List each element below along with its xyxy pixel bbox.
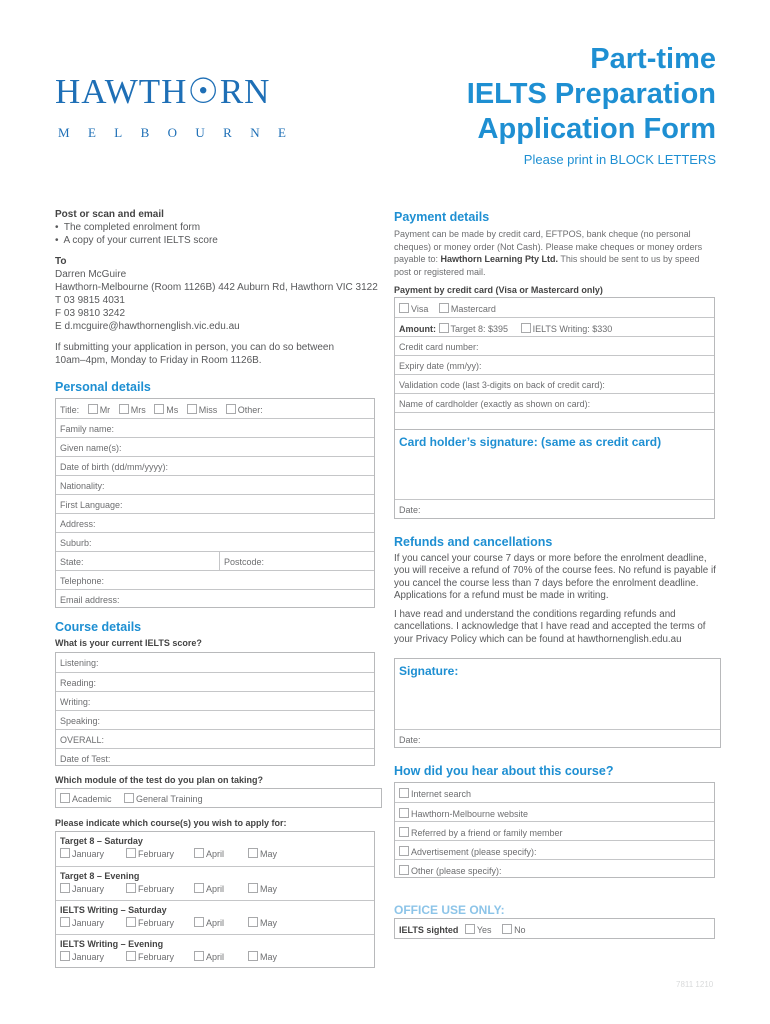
month-checkbox[interactable] [60, 883, 70, 893]
month-checkbox[interactable] [194, 848, 204, 858]
first-language-field[interactable]: First Language: [56, 494, 374, 513]
page-subtitle: Please print in BLOCK LETTERS [523, 152, 716, 167]
title-miss-checkbox[interactable] [187, 404, 197, 414]
personal-details-box [55, 398, 375, 608]
office-use-box: IELTS sighted Yes No [394, 918, 715, 939]
hear-option-advertisement[interactable]: Advertisement (please specify): [395, 840, 714, 859]
nationality-field[interactable]: Nationality: [56, 475, 374, 494]
credit-card-heading: Payment by credit card (Visa or Mastercard only) [394, 285, 603, 295]
hear-heading: How did you hear about this course? [394, 764, 614, 778]
module-box: Academic General Training [55, 788, 382, 808]
state-field[interactable]: State: [56, 551, 220, 570]
ielts-score-box [55, 652, 375, 766]
refunds-text: If you cancel your course 7 days or more before the enrolment deadline, you will receive a refund of 70% of the course fees. No refund is payable if you cancel the course less than 7 days before the enrolment deadline. Applications for a refund must be made in writing. [394, 553, 716, 601]
submission-info: Post or scan and email • The completed enrolment form • A copy of your current IELTS score To Darren McGuire Hawthorn-Melbourne (Room 1126B) 442 Auburn Rd, Hawthorn VIC 3122 T 03 9815 4031 F 03 9810 3242 E d.mcguire@hawthornenglish.vic.edu.au If submitting your application in person, you can do so between 10am–4pm, Monday to Friday in Room 1126B. [55, 209, 378, 366]
applicant-signature-date[interactable]: Date: [395, 729, 720, 748]
target8-amount-checkbox[interactable] [439, 323, 449, 333]
hear-options-box [394, 782, 715, 878]
given-name-field[interactable]: Given name(s): [56, 437, 374, 456]
terms-acknowledgement: I have read and understand the conditions regarding refunds and cancellations. I acknowledge that I have read and accepted the terms of your Privacy Policy which can be found at hawthornenglish.edu.au [394, 609, 706, 645]
month-checkbox[interactable] [248, 848, 258, 858]
reading-field[interactable]: Reading: [56, 672, 374, 691]
hear-option-other[interactable]: Other (please specify): [395, 859, 714, 878]
postcode-field[interactable]: Postcode: [220, 551, 374, 570]
checkbox[interactable] [399, 808, 409, 818]
checkbox[interactable] [399, 846, 409, 856]
title-ms-checkbox[interactable] [154, 404, 164, 414]
applicant-signature-box[interactable] [394, 658, 721, 748]
cardholder-signature-label: Card holder’s signature: (same as credit card) [399, 435, 662, 449]
amount-row: Amount: Target 8: $395 IELTS Writing: $330 [395, 317, 714, 336]
courses-box [55, 831, 375, 968]
date-of-test-field[interactable]: Date of Test: [56, 748, 374, 766]
month-checkbox[interactable] [248, 951, 258, 961]
module-academic-checkbox[interactable] [60, 793, 70, 803]
speaking-field[interactable]: Speaking: [56, 710, 374, 729]
visa-checkbox[interactable] [399, 303, 409, 313]
cardholder-signature-box[interactable] [394, 430, 715, 519]
date-of-birth-field[interactable]: Date of birth (dd/mm/yyyy): [56, 456, 374, 475]
validation-code-field[interactable]: Validation code (last 3-digits on back of credit card): [395, 374, 714, 393]
title-row: Title: Mr Mrs Ms Miss Other: [60, 405, 263, 415]
month-checkbox[interactable] [126, 917, 136, 927]
title-mr-checkbox[interactable] [88, 404, 98, 414]
month-checkbox[interactable] [60, 951, 70, 961]
office-use-heading: OFFICE USE ONLY: [394, 903, 505, 917]
module-question: Which module of the test do you plan on taking? [55, 775, 263, 785]
month-checkbox[interactable] [126, 883, 136, 893]
hear-option-internet[interactable]: Internet search [395, 783, 714, 802]
checkbox[interactable] [399, 865, 409, 875]
month-checkbox[interactable] [248, 883, 258, 893]
payment-heading: Payment details [394, 210, 490, 224]
month-checkbox[interactable] [194, 917, 204, 927]
payment-text: Payment can be made by credit card, EFTPOS, bank cheque (no personal cheques) or money order (Not Cash). Please make cheques or money orders payable to: Hawthorn Learning Pty Ltd. This should be sent to us by speed post or registered mail. [394, 229, 703, 277]
checkbox[interactable] [399, 827, 409, 837]
card-number-field[interactable]: Credit card number: [395, 336, 714, 355]
month-checkbox[interactable] [126, 848, 136, 858]
cardholder-name-field[interactable]: Name of cardholder (exactly as shown on card): [395, 393, 714, 412]
card-type-row: Visa Mastercard [395, 298, 714, 317]
month-checkbox[interactable] [194, 883, 204, 893]
sighted-no-checkbox[interactable] [502, 924, 512, 934]
expiry-date-field[interactable]: Expiry date (mm/yy): [395, 355, 714, 374]
hear-option-website[interactable]: Hawthorn-Melbourne website [395, 802, 714, 821]
credit-card-box [394, 297, 715, 430]
cardholder-signature-date[interactable]: Date: [395, 499, 714, 518]
mastercard-checkbox[interactable] [439, 303, 449, 313]
courses-question: Please indicate which course(s) you wish to apply for: [55, 818, 287, 828]
suburb-field[interactable]: Suburb: [56, 532, 374, 551]
telephone-field[interactable]: Telephone: [56, 570, 374, 589]
checkbox[interactable] [399, 788, 409, 798]
month-checkbox[interactable] [194, 951, 204, 961]
month-checkbox[interactable] [60, 917, 70, 927]
applicant-signature-label: Signature: [399, 664, 459, 678]
logo-wordmark: HAWTH☉RN [55, 72, 271, 111]
course-details-heading: Course details [55, 620, 142, 634]
course-group: IELTS Writing – Saturday January February April May [56, 900, 374, 934]
writing-field[interactable]: Writing: [56, 691, 374, 710]
form-code: 7811 1210 [676, 980, 714, 989]
course-group: Target 8 – Evening January February April May [56, 866, 374, 900]
month-checkbox[interactable] [248, 917, 258, 927]
logo-subtitle: M E L B O U R N E [58, 125, 286, 140]
module-general-checkbox[interactable] [124, 793, 134, 803]
family-name-field[interactable]: Family name: [56, 418, 374, 437]
month-checkbox[interactable] [126, 951, 136, 961]
title-other-checkbox[interactable] [226, 404, 236, 414]
writing-amount-checkbox[interactable] [521, 323, 531, 333]
hear-option-referral[interactable]: Referred by a friend or family member [395, 821, 714, 840]
email-field[interactable]: Email address: [56, 589, 374, 608]
refunds-heading: Refunds and cancellations [394, 535, 553, 549]
page-title: Part-time IELTS Preparation Application Form [466, 43, 716, 145]
course-group: IELTS Writing – Evening January February April May [56, 934, 374, 968]
listening-field[interactable]: Listening: [60, 658, 99, 668]
course-group: Target 8 – Saturday January February April May [60, 836, 278, 859]
month-checkbox[interactable] [60, 848, 70, 858]
score-question: What is your current IELTS score? [55, 638, 202, 648]
sighted-yes-checkbox[interactable] [465, 924, 475, 934]
address-field[interactable]: Address: [56, 513, 374, 532]
overall-field[interactable]: OVERALL: [56, 729, 374, 748]
title-mrs-checkbox[interactable] [119, 404, 129, 414]
personal-details-heading: Personal details [55, 380, 151, 394]
